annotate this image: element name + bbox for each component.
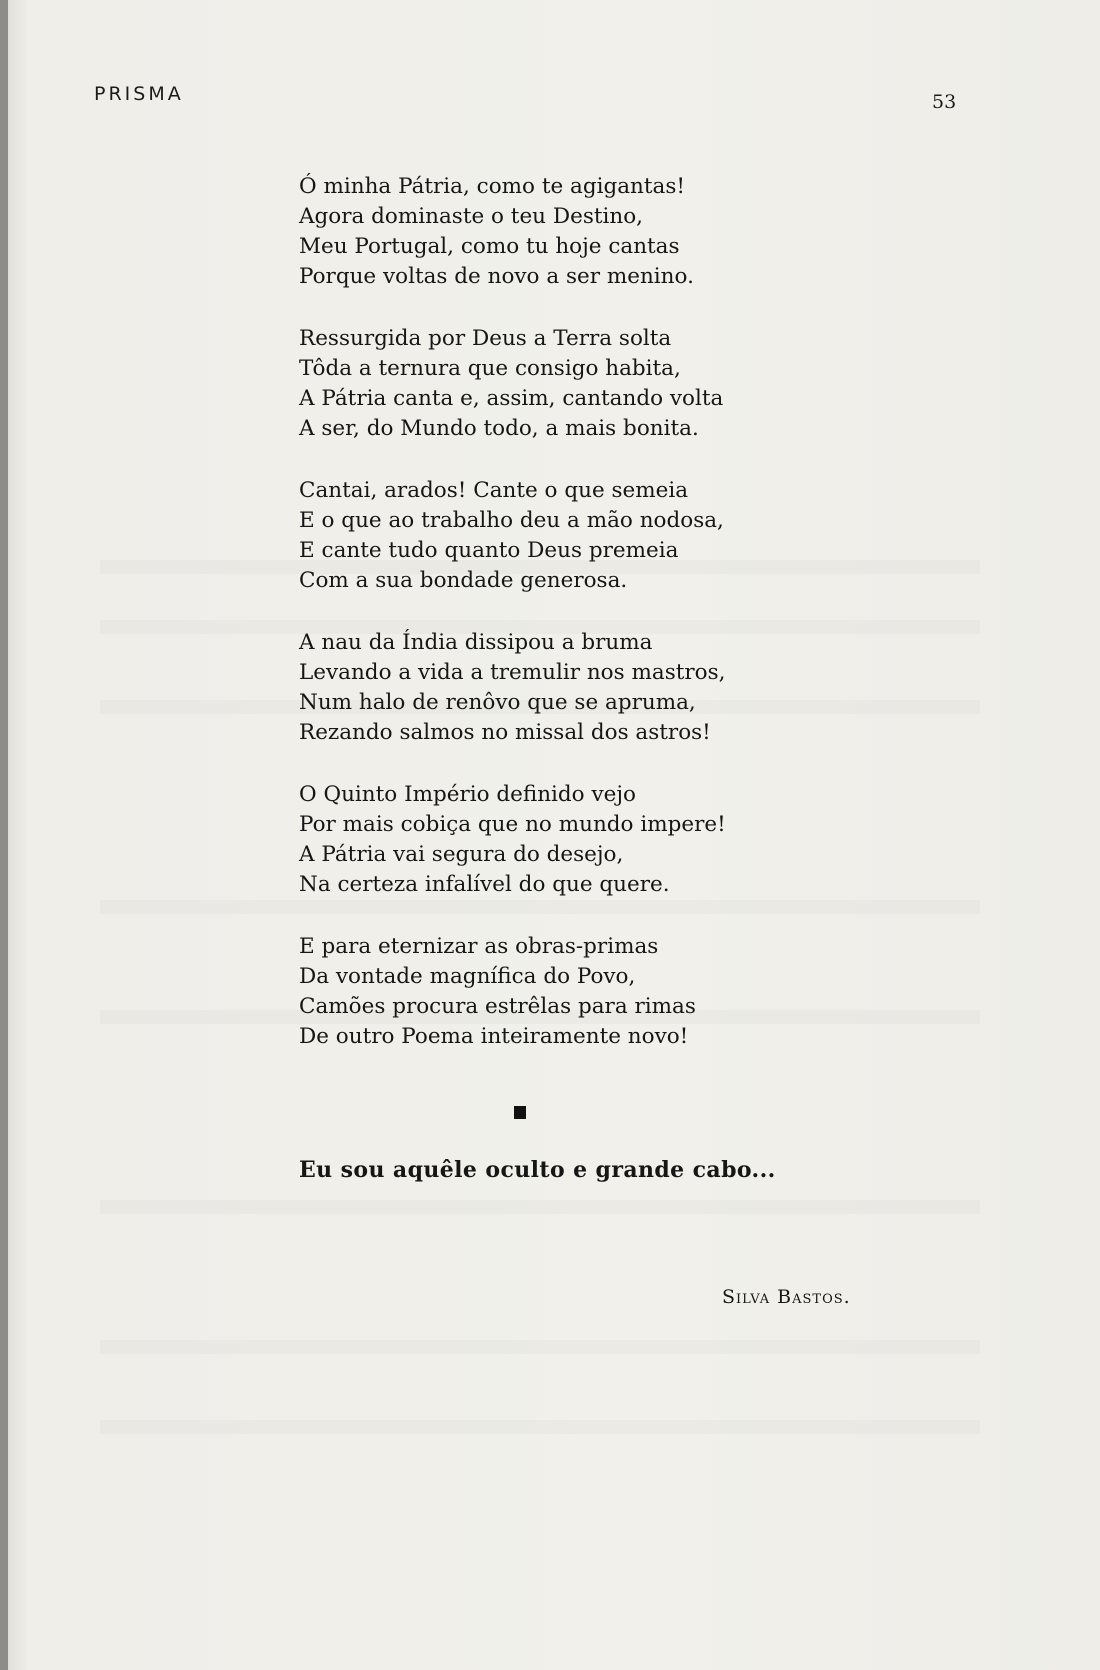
poem-line: E cante tudo quanto Deus premeia	[299, 538, 679, 563]
poem-line: Com a sua bondade generosa.	[299, 568, 628, 593]
poem-line: Meu Portugal, como tu hoje cantas	[299, 234, 680, 259]
poem-line: Camões procura estrêlas para rimas	[299, 994, 696, 1019]
poem-line: De outro Poema inteiramente novo!	[299, 1024, 689, 1049]
stanza	[299, 628, 819, 748]
stanza	[299, 172, 819, 292]
poem-line: A ser, do Mundo todo, a mais bonita.	[299, 416, 699, 441]
poem-line: Num halo de renôvo que se apruma,	[299, 690, 696, 715]
author-signature: Silva Bastos.	[722, 1286, 851, 1308]
poem-line: Por mais cobiça que no mundo impere!	[299, 812, 726, 837]
poem-line: A Pátria vai segura do desejo,	[299, 842, 624, 867]
stanza	[299, 476, 819, 596]
page-number: 53	[932, 91, 957, 113]
poem-line: E o que ao trabalho deu a mão nodosa,	[299, 508, 724, 533]
poem-line: Agora dominaste o teu Destino,	[299, 204, 643, 229]
show-through-text	[100, 1340, 980, 1354]
poem-line: Levando a vida a tremulir nos mastros,	[299, 660, 726, 685]
stanza	[299, 324, 819, 444]
poem-line: E para eternizar as obras-primas	[299, 934, 659, 959]
poem-line: Cantai, arados! Cante o que semeia	[299, 478, 689, 503]
poem-line: Ó minha Pátria, como te agigantas!	[299, 174, 686, 199]
poem-line: Tôda a ternura que consigo habita,	[299, 356, 681, 381]
poem	[299, 172, 819, 1084]
epigraph: Eu sou aquêle oculto e grande cabo...	[299, 1157, 776, 1183]
running-head: PRISMA	[94, 83, 184, 105]
poem-line: A nau da Índia dissipou a bruma	[299, 630, 653, 655]
stanza	[299, 932, 819, 1052]
spine-shadow	[0, 0, 8, 1670]
stanza	[299, 780, 819, 900]
poem-line: O Quinto Império definido vejo	[299, 782, 636, 807]
poem-line: A Pátria canta e, assim, cantando volta	[299, 386, 724, 411]
show-through-text	[100, 1200, 980, 1214]
poem-line: Da vontade magnífica do Povo,	[299, 964, 636, 989]
poem-line: Na certeza infalível do que quere.	[299, 872, 670, 897]
poem-line: Porque voltas de novo a ser menino.	[299, 264, 694, 289]
show-through-text	[100, 1420, 980, 1434]
poem-line: Ressurgida por Deus a Terra solta	[299, 326, 672, 351]
poem-line: Rezando salmos no missal dos astros!	[299, 720, 711, 745]
square-ornament-icon	[514, 1106, 526, 1119]
